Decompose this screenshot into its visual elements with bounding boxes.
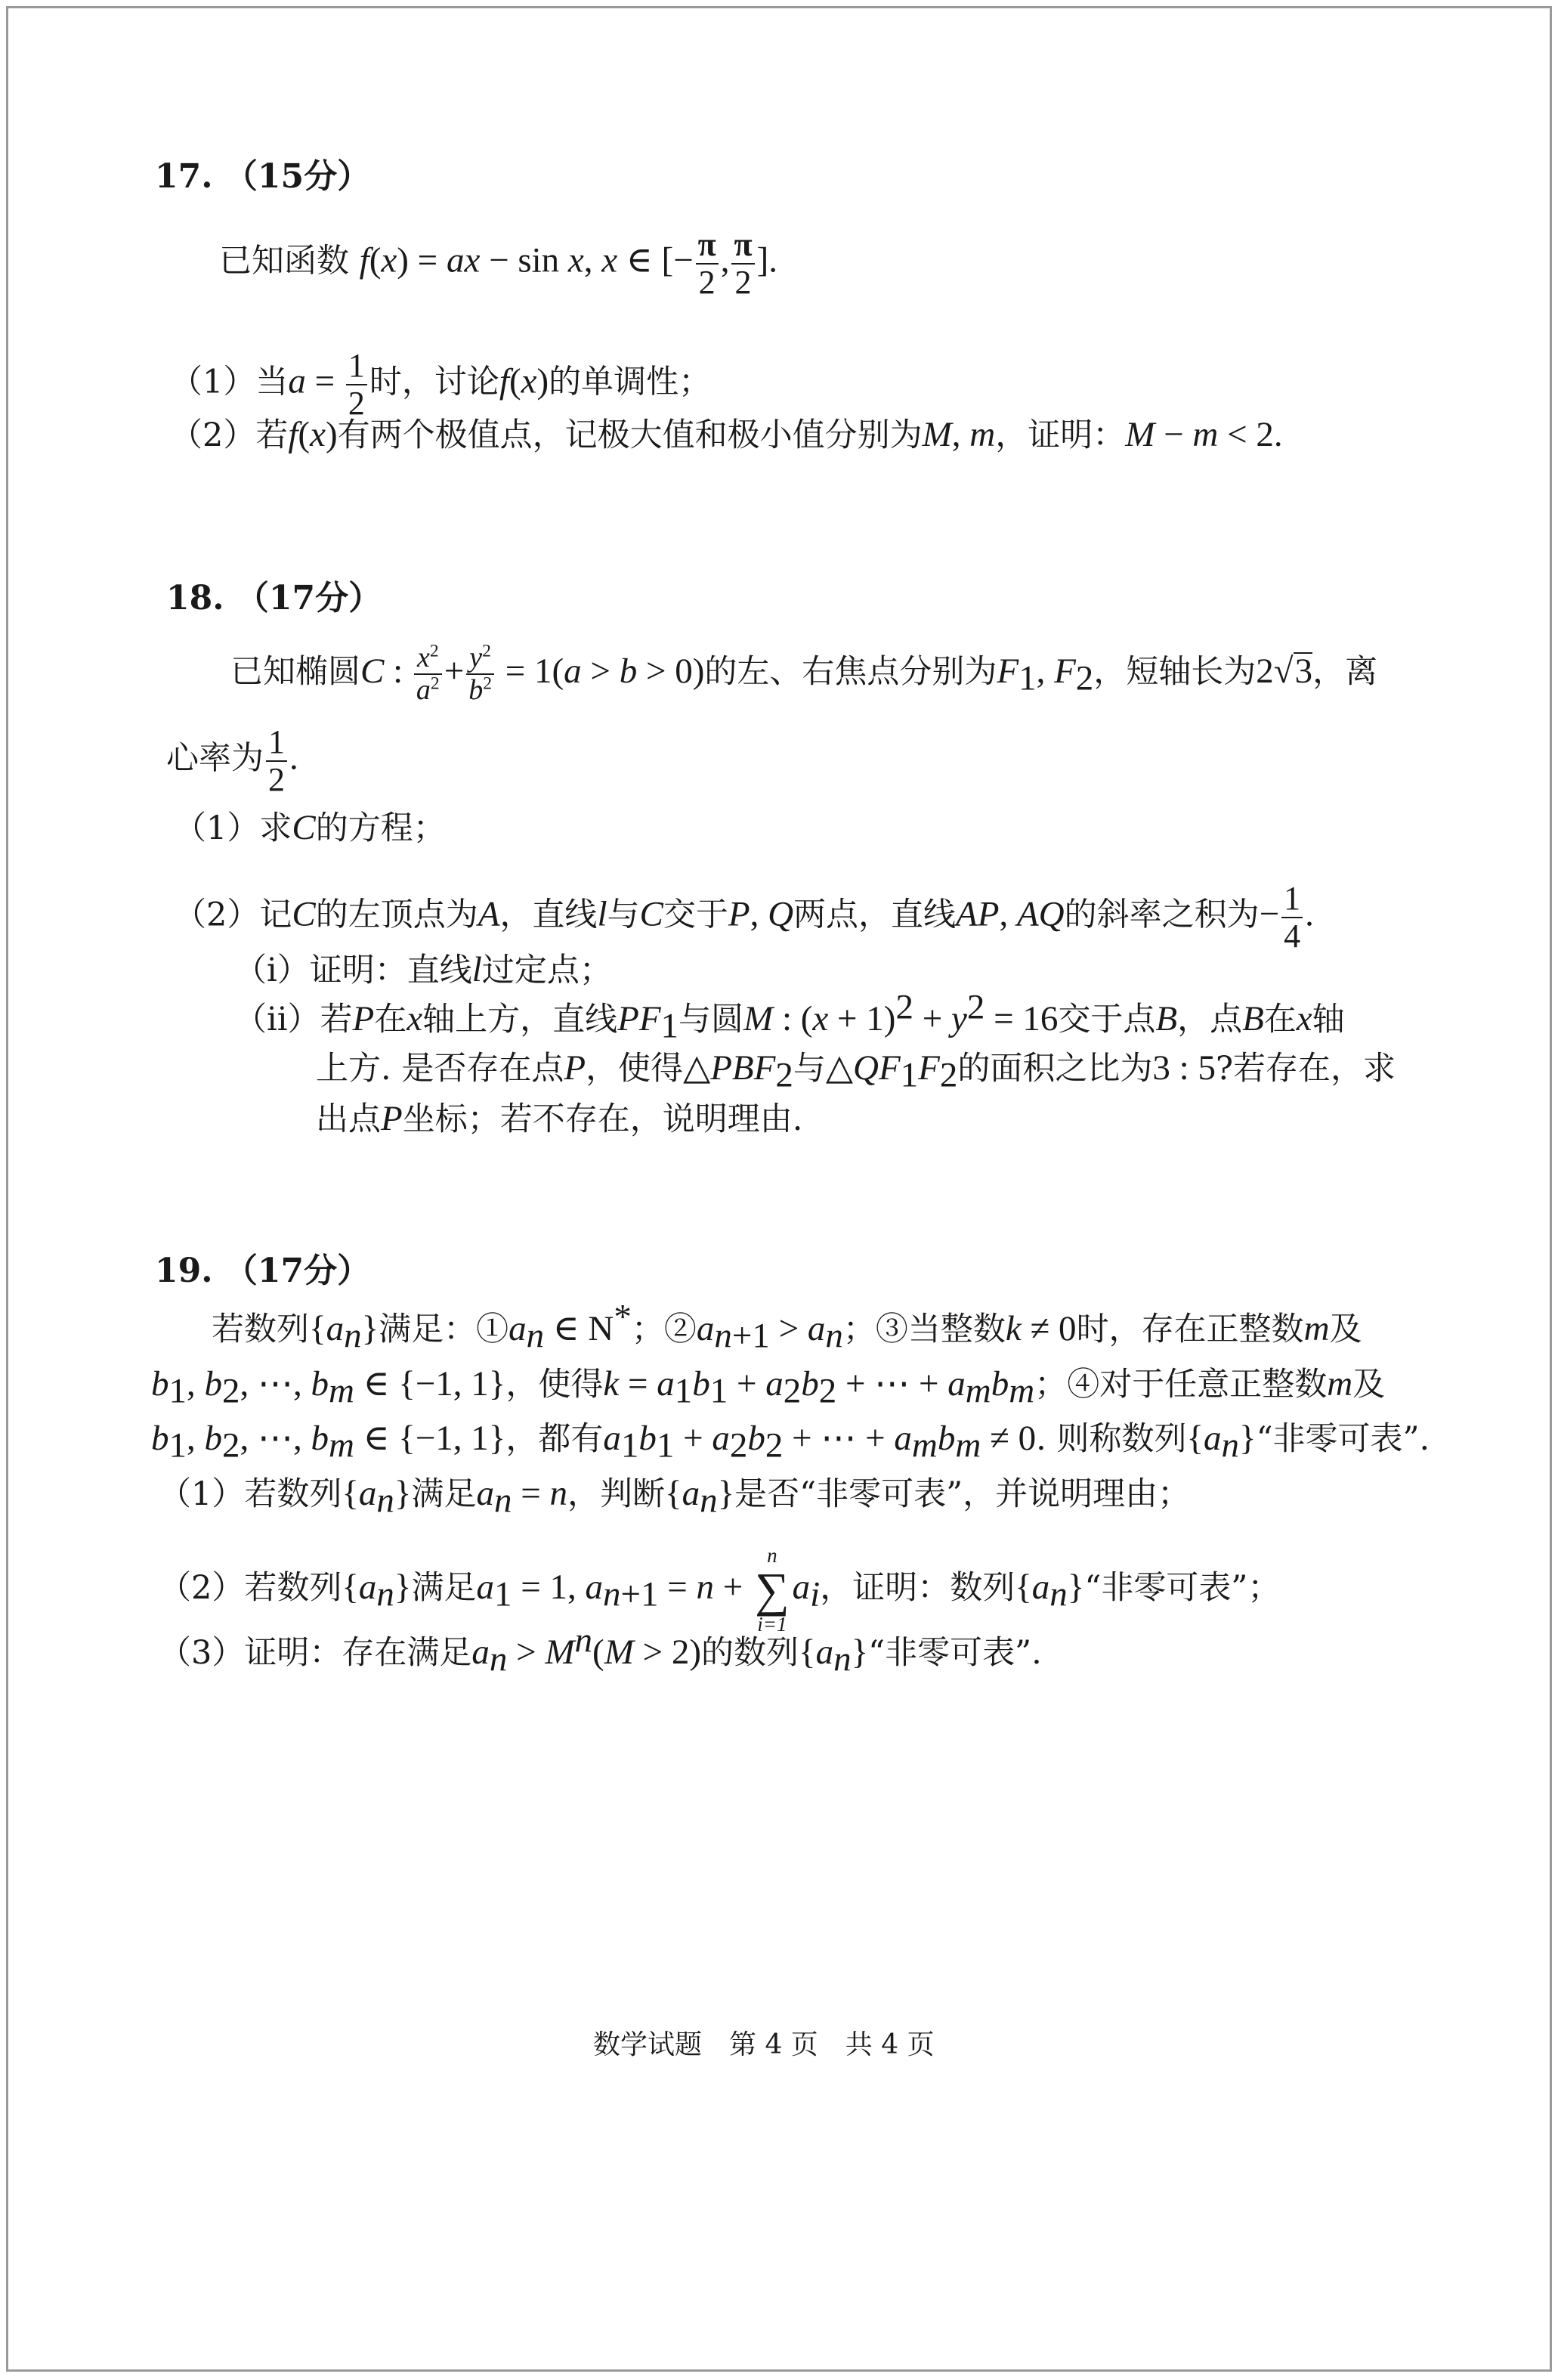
problem-17-part-2: （2）若f(x)有两个极值点，记极大值和极小值分别为M, m，证明：M − m < 2. bbox=[170, 415, 1283, 454]
problem-18-part-2-ii-line3: 出点P坐标；若不存在，说明理由. bbox=[316, 1099, 803, 1138]
problem-18-part-2-ii: （ⅱ）若P在x轴上方，直线$PF_1$与圆M : $(x + 1)^2 + y^2 = 16$交于点B，点B在x轴 bbox=[234, 987, 1345, 1046]
problem-18-stem: 已知椭圆C : $\frac{x^2}{a^2}$ + $\frac{y^2}{b^2}$ = 1(a > b > 0)的左、右焦点分别为$F_1$, $F_2$，短轴长为2√3，离 bbox=[230, 641, 1378, 707]
problem-18-part-2-ii-line2: 上方. 是否存在点P，使得$\triangle PBF_2$与$\triangle QF_1F_2$的面积之比为3 : 5?若存在，求 bbox=[316, 1048, 1396, 1095]
problem-19-part-3: （3）证明：存在满足$a_n > M^n(M > 2)$的数列$\{a_n\}“$非零可表”. bbox=[159, 1620, 1042, 1679]
problem-19-part-2: （2）若数列$\{a_n\}$满足$a_1 = 1$, $a_{n+1} = n$ + n ∑ i=1 $a_i$，证明：数列$\{a_n\}“$非零可表”； bbox=[159, 1544, 1281, 1636]
problem-18-heading: 18. （17分） bbox=[166, 579, 382, 617]
problem-19-stem-line1: 若数列$\{a_n\}$满足：$①a_n$ ∈ N*；$②a_{n+1} > a_n$；③当整数k ≠ 0时，存在正整数m及 bbox=[212, 1297, 1362, 1356]
problem-17-part-1: （1）当a = $\frac{1}{2}$ 时，讨论f(x)的单调性； bbox=[170, 347, 712, 422]
page-footer: 数学试题 第 4 页 共 4 页 bbox=[593, 2029, 935, 2060]
problem-18-stem-cont: 心率为 $\frac{1}{2}$ . bbox=[166, 723, 298, 798]
problem-19-stem-line3: $b_1$, $b_2$, ⋯, $b_m$ ∈ {−1, 1}，都有$a_1b_1 + a_2b_2$ + ⋯ + $a_mb_m \ne 0$. 则称数列$\{a_n\}“$非零可表”. bbox=[151, 1419, 1430, 1465]
problem-18-part-2-i: （ⅰ）证明：直线l过定点； bbox=[234, 950, 612, 989]
problem-17-heading: 17. （15分） bbox=[155, 157, 371, 196]
problem-19-heading: 19. （17分） bbox=[155, 1252, 371, 1290]
problem-18-part-1: （1）求C的方程； bbox=[174, 808, 446, 847]
problem-19-stem-line2: $b_1$, $b_2$, ⋯, $b_m$ ∈ {−1, 1}，使得$k = a_1b_1 + a_2b_2$ + ⋯ + $a_mb_m$；④对于任意正整数m及 bbox=[151, 1364, 1386, 1411]
problem-17-stem: 已知函数 f(x) = ax − sin x, x ∈ [− $\frac{\pi}{2}$ , $\frac{\pi}{2}$ ]. bbox=[219, 226, 777, 301]
problem-19-part-1: （1）若数列$\{a_n\}$满足$a_n = n$，判断$\{a_n\}$是否“非零可表”，并说明理由； bbox=[159, 1474, 1191, 1521]
problem-18-part-2: （2）记C的左顶点为A，直线l与C交于P, Q两点，直线AP, AQ的斜率之积为− $\frac{1}{4}$ . bbox=[174, 880, 1314, 955]
